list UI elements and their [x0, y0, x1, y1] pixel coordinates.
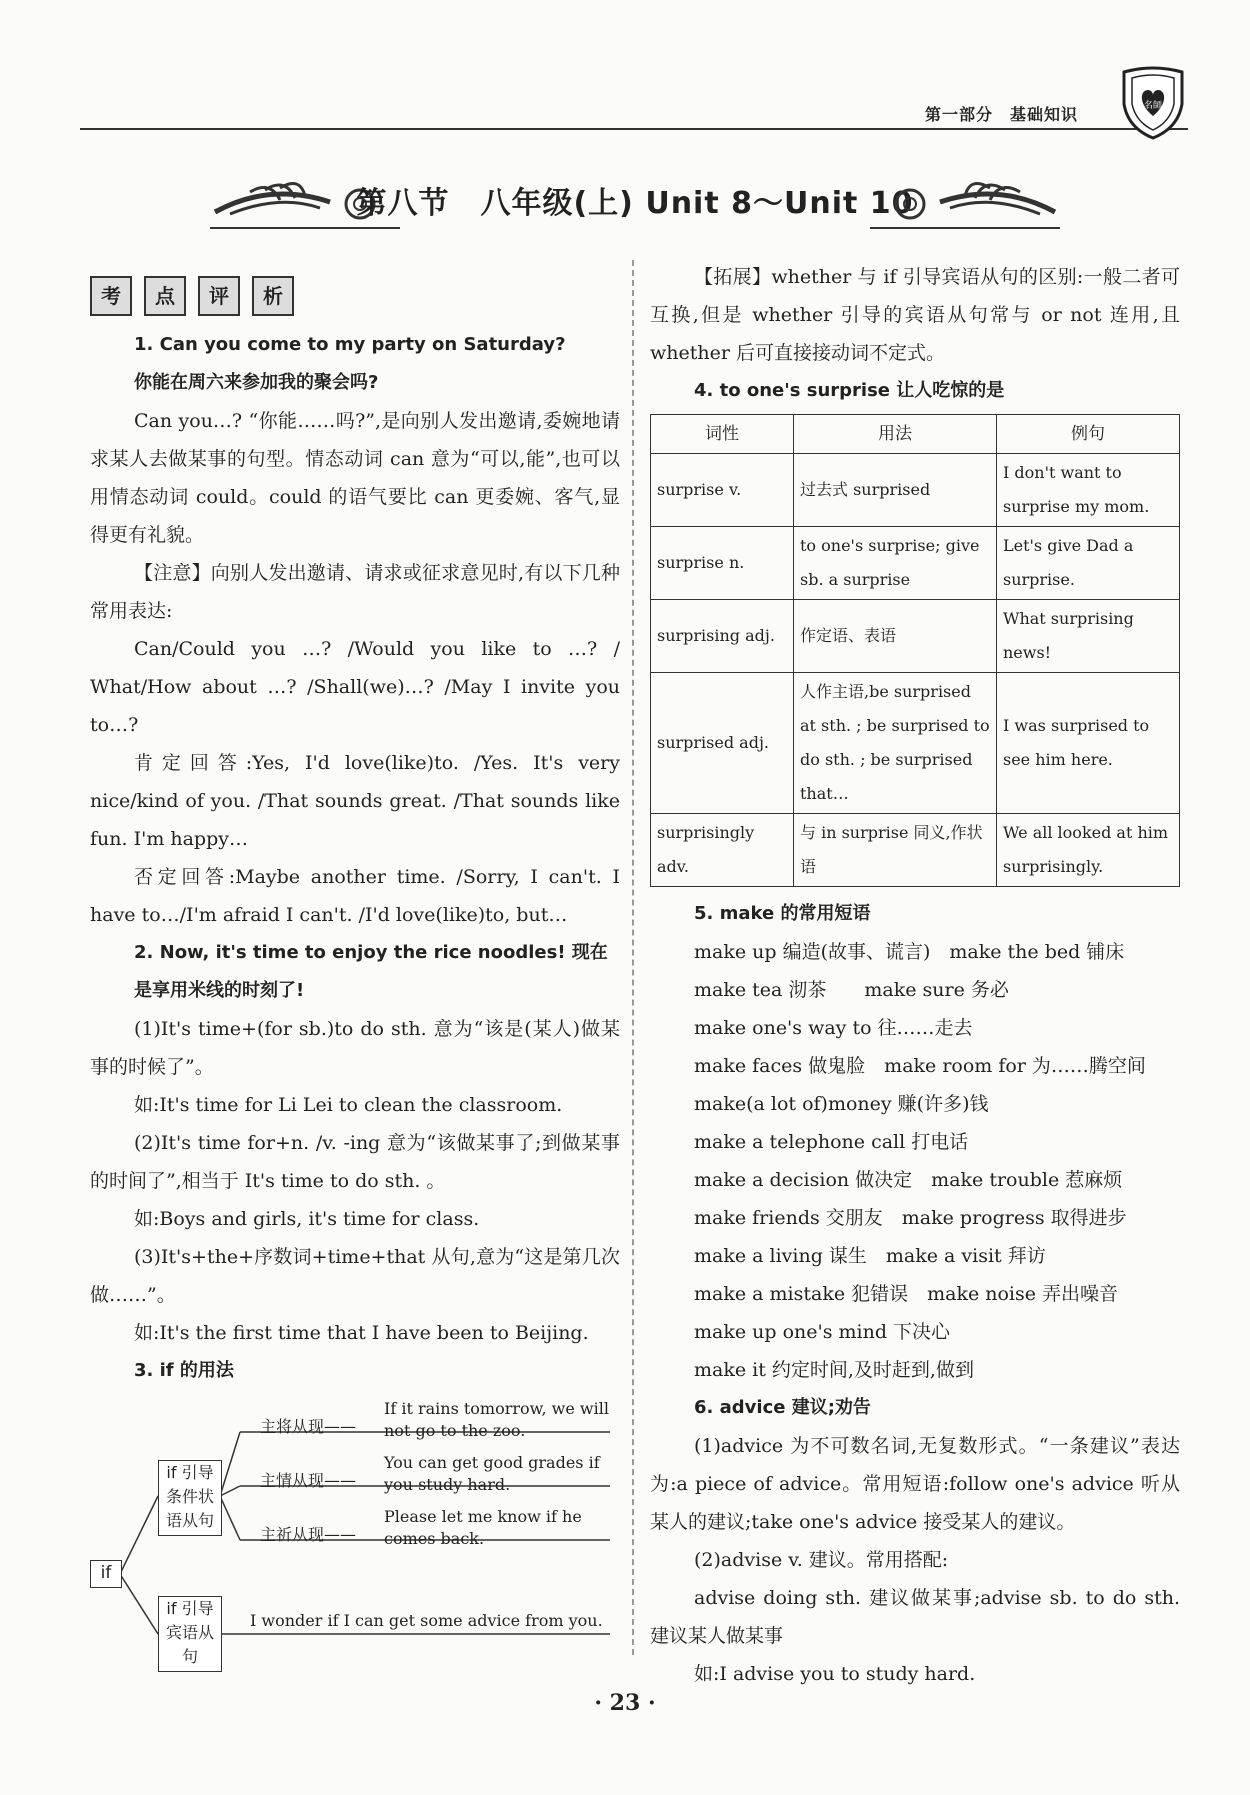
- paragraph: (2)advise v. 建议。常用搭配:: [694, 1549, 949, 1571]
- example: 如:It's the first time that I have been to Beijing.: [134, 1322, 589, 1344]
- diagram-label: 主情从现——: [260, 1471, 357, 1490]
- diagram-example: You can get good grades if you study hard.: [384, 1453, 600, 1494]
- table-cell: surprisingly adv.: [651, 814, 794, 887]
- phrase-line: make one's way to 往……走去: [694, 1017, 973, 1039]
- point-2-title: 2. Now, it's time to enjoy the rice noodles! 现在是享用米线的时刻了!: [134, 942, 608, 1001]
- left-column: [90, 276, 620, 1666]
- logo-text: 名師: [1143, 101, 1163, 111]
- expressions: Can/Could you …? /Would you like to …? / What/How about …? /Shall(we)…? /May I invite you to…?: [90, 638, 620, 736]
- page-header: [80, 94, 1188, 130]
- diagram-label: 主将从现——: [260, 1417, 357, 1436]
- object-clause-box: if 引导宾语从句: [158, 1596, 222, 1672]
- phrase-line: make up one's mind 下决心: [694, 1321, 951, 1343]
- right-column: [650, 258, 1180, 1693]
- rule: (2)It's time for+n. /v. -ing 意为“该做某事了;到做某事的时间了”,相当于 It's time to do sth. 。: [90, 1132, 620, 1192]
- phrase-line: make friends 交朋友 make progress 取得进步: [694, 1207, 1127, 1229]
- if-root-box: if: [90, 1560, 122, 1588]
- diagram-example: If it rains tomorrow, we will not go to the zoo.: [384, 1399, 609, 1440]
- table-cell: 人作主语,be surprised at sth. ; be surprised to do sth. ; be surprised that…: [794, 673, 997, 814]
- paragraph: (1)advice 为不可数名词,无复数形式。“一条建议”表达为:a piece of advice。常用短语:follow one's advice 听从某人的建议;take one's advice 接受某人的建议。: [650, 1435, 1180, 1533]
- phrase-line: make tea 沏茶 make sure 务必: [694, 979, 1009, 1001]
- table-row: [651, 527, 1180, 600]
- table-header-row: [651, 415, 1180, 454]
- point-3-title: 3. if 的用法: [134, 1360, 234, 1381]
- column-divider: [632, 260, 634, 1655]
- positive-answers: 肯定回答:Yes, I'd love(like)to. /Yes. It's very nice/kind of you. /That sounds great. /That sounds like fun. I'm happy…: [90, 752, 620, 850]
- example: 如:It's time for Li Lei to clean the classroom.: [134, 1094, 563, 1116]
- phrase-line: make a living 谋生 make a visit 拜访: [694, 1245, 1046, 1267]
- phrase-line: make it 约定时间,及时赶到,做到: [694, 1359, 974, 1381]
- badge-char: 点: [144, 276, 186, 316]
- section-badge: [90, 276, 620, 316]
- if-usage-diagram: [90, 1396, 620, 1666]
- diagram-example: I wonder if I can get some advice from you.: [250, 1611, 603, 1630]
- example: 如:Boys and girls, it's time for class.: [134, 1208, 480, 1230]
- table-cell: 过去式 surprised: [794, 454, 997, 527]
- badge-char: 析: [252, 276, 294, 316]
- table-cell: surprising adj.: [651, 600, 794, 673]
- example: 如:I advise you to study hard.: [694, 1663, 976, 1685]
- point-1-title: 1. Can you come to my party on Saturday?: [134, 334, 566, 355]
- page-title: 第八节 八年级(上) Unit 8～Unit 10: [356, 186, 914, 221]
- right-ornament-icon: [870, 172, 1060, 232]
- point-5-title: 5. make 的常用短语: [694, 903, 871, 924]
- diagram-label: 主祈从现——: [260, 1525, 357, 1544]
- paragraph: Can you…? “你能……吗?”,是向别人发出邀请,委婉地请求某人去做某事的句型。情态动词 can 意为“可以,能”,也可以用情态动词 could。could 的语气要比 can 更委婉、客气,显得更有礼貌。: [90, 410, 620, 546]
- phrase-line: make a mistake 犯错误 make noise 弄出噪音: [694, 1283, 1119, 1305]
- table-cell: surprise n.: [651, 527, 794, 600]
- table-cell: 作定语、表语: [794, 600, 997, 673]
- extension-paragraph: 【拓展】whether 与 if 引导宾语从句的区别:一般二者可互换,但是 whether 引导的宾语从句常与 or not 连用,且 whether 后可直接接动词不定式。: [650, 266, 1180, 364]
- rule: (3)It's+the+序数词+time+that 从句,意为“这是第几次做……”。: [90, 1246, 620, 1306]
- table-cell: 与 in surprise 同义,作状语: [794, 814, 997, 887]
- table-cell: We all looked at him surprisingly.: [997, 814, 1180, 887]
- table-cell: surprise v.: [651, 454, 794, 527]
- table-cell: to one's surprise; give sb. a surprise: [794, 527, 997, 600]
- table-row: [651, 814, 1180, 887]
- publisher-logo-icon: [1118, 64, 1188, 140]
- phrase-line: make(a lot of)money 赚(许多)钱: [694, 1093, 989, 1115]
- page-number: · 23 ·: [594, 1690, 656, 1716]
- table-row: [651, 454, 1180, 527]
- phrase-line: make faces 做鬼脸 make room for 为……腾空间: [694, 1055, 1146, 1077]
- table-row: [651, 673, 1180, 814]
- badge-char: 考: [90, 276, 132, 316]
- paragraph: advise doing sth. 建议做某事;advise sb. to do sth. 建议某人做某事: [650, 1587, 1180, 1647]
- diagram-example: Please let me know if he comes back.: [384, 1507, 582, 1548]
- phrase-line: make up 编造(故事、谎言) make the bed 铺床: [694, 941, 1125, 963]
- section-label: 第一部分 基础知识: [924, 105, 1078, 124]
- column-header: 词性: [651, 415, 794, 454]
- phrase-line: make a decision 做决定 make trouble 惹麻烦: [694, 1169, 1123, 1191]
- title-banner: [210, 172, 1060, 234]
- table-cell: I was surprised to see him here.: [997, 673, 1180, 814]
- column-header: 用法: [794, 415, 997, 454]
- table-cell: What surprising news!: [997, 600, 1180, 673]
- surprise-table: [650, 414, 1180, 887]
- table-row: [651, 600, 1180, 673]
- badge-char: 评: [198, 276, 240, 316]
- column-header: 例句: [997, 415, 1180, 454]
- point-6-title: 6. advice 建议;劝告: [694, 1397, 871, 1418]
- note-paragraph: 【注意】向别人发出邀请、请求或征求意见时,有以下几种常用表达:: [90, 562, 620, 622]
- table-cell: surprised adj.: [651, 673, 794, 814]
- point-4-title: 4. to one's surprise 让人吃惊的是: [694, 380, 1005, 401]
- table-cell: Let's give Dad a surprise.: [997, 527, 1180, 600]
- rule: (1)It's time+(for sb.)to do sth. 意为“该是(某人)做某事的时候了”。: [90, 1018, 620, 1078]
- table-cell: I don't want to surprise my mom.: [997, 454, 1180, 527]
- phrase-line: make a telephone call 打电话: [694, 1131, 969, 1153]
- point-1-translation: 你能在周六来参加我的聚会吗?: [134, 372, 379, 393]
- negative-answers: 否定回答:Maybe another time. /Sorry, I can't. I have to…/I'm afraid I can't. /I'd love(like)to, but…: [90, 866, 620, 926]
- conditional-clause-box: if 引导条件状语从句: [158, 1460, 222, 1536]
